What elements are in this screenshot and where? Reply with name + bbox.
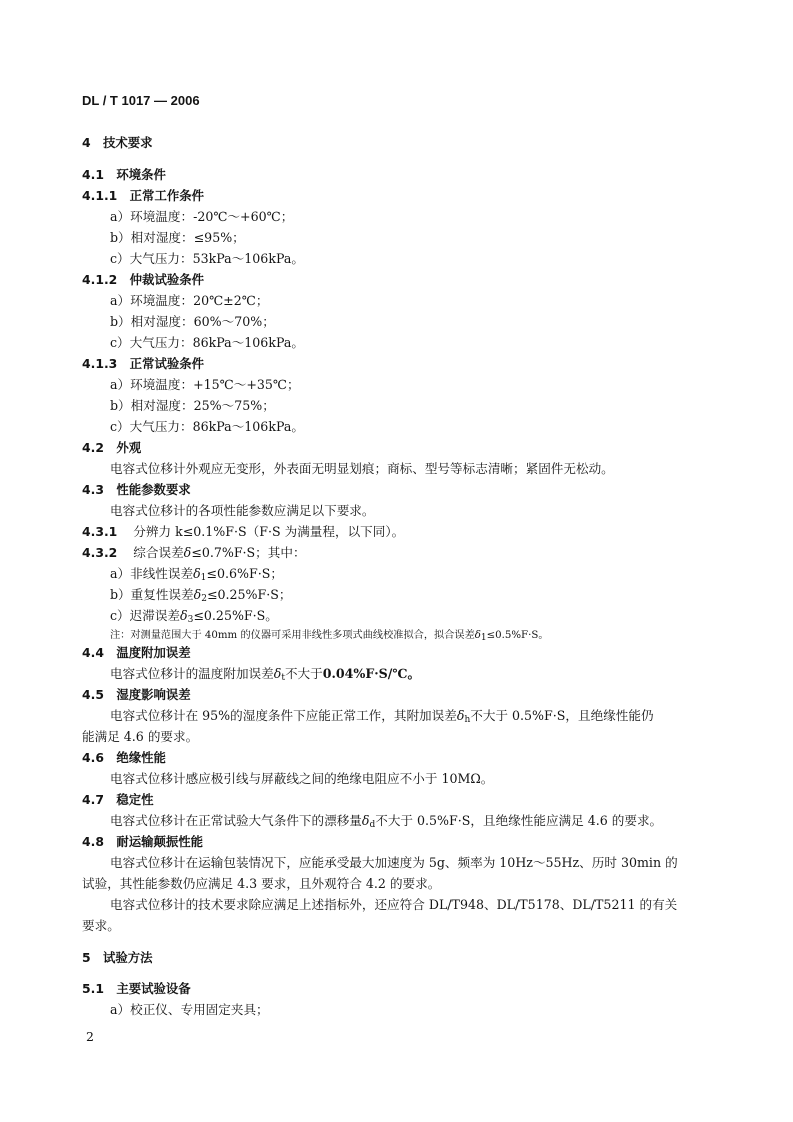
section-5-1-heading: 5.1 主要试验设备 <box>82 981 191 996</box>
note <box>110 628 549 644</box>
list-item: a）环境温度：20℃±2℃； <box>110 293 269 308</box>
section-4-6-heading: 4.6 绝缘性能 <box>82 750 166 765</box>
paragraph: 电容式位移计感应极引线与屏蔽线之间的绝缘电阻应不小于 10MΩ。 <box>110 771 494 786</box>
list-item: a）校正仪、专用固定夹具； <box>110 1002 269 1017</box>
subscript: 1 <box>200 573 207 583</box>
delta-symbol: δ <box>474 630 481 641</box>
clause-number: 4.3.2 <box>82 545 118 560</box>
paragraph-continuation: 要求。 <box>82 918 120 933</box>
section-4-1-heading: 4.1 环境条件 <box>82 167 166 182</box>
paragraph-text: 不大于 0.5%F·S，且绝缘性能仍 <box>470 708 654 723</box>
paragraph: 电容式位移计的各项性能参数应满足以下要求。 <box>110 503 375 518</box>
list-item <box>110 587 291 603</box>
paragraph-text: 不大于 <box>284 666 323 681</box>
clause-4-3-1 <box>82 524 404 540</box>
delta-symbol: δ <box>183 545 192 560</box>
clause-text: 综合误差 <box>133 545 184 560</box>
section-4-2-heading: 4.2 外观 <box>82 440 142 455</box>
paragraph-continuation: 试验，其性能参数仍应满足 4.3 要求，且外观符合 4.2 的要求。 <box>82 876 441 891</box>
paragraph: 电容式位移计在运输包装情况下，应能承受最大加速度为 5g、频率为 10Hz～55Hz、历时 30min 的 <box>110 855 678 870</box>
section-4-4-heading: 4.4 温度附加误差 <box>82 645 191 660</box>
clause-number: 4.3.1 <box>82 524 118 539</box>
paragraph: 电容式位移计的技术要求除应满足上述指标外，还应符合 DL/T948、DL/T5178、DL/T5211 的有关 <box>110 897 678 912</box>
section-5-heading: 5 试验方法 <box>82 950 153 965</box>
paragraph <box>110 708 654 724</box>
delta-symbol: δ <box>273 666 282 681</box>
list-item: b）相对湿度：≤95%； <box>110 230 245 245</box>
delta-symbol: δ <box>180 608 188 623</box>
subscript: 3 <box>187 615 194 625</box>
list-item: c）大气压力：53kPa～106kPa。 <box>110 251 304 266</box>
section-4-1-3-heading: 4.1.3 正常试验条件 <box>82 356 205 371</box>
subscript: h <box>464 715 471 725</box>
list-item <box>110 566 283 582</box>
item-text: ≤0.25%F·S； <box>206 587 292 602</box>
delta-symbol: δ <box>361 813 370 828</box>
list-item <box>110 608 278 624</box>
page-number: 2 <box>86 1029 94 1044</box>
section-4-5-heading: 4.5 湿度影响误差 <box>82 687 191 702</box>
paragraph: 电容式位移计外观应无变形，外表面无明显划痕；商标、型号等标志清晰；紧固件无松动。 <box>110 461 614 476</box>
section-4-1-1-heading: 4.1.1 正常工作条件 <box>82 188 205 203</box>
subscript: 2 <box>201 594 207 604</box>
subscript: t <box>281 673 285 683</box>
standard-code-header: DL / T 1017 — 2006 <box>82 93 200 108</box>
item-text: b）重复性误差 <box>110 587 194 602</box>
note-text: ≤0.5%F·S。 <box>486 630 549 641</box>
clause-text: 分辨力 k≤0.1%F·S（F·S 为满量程，以下同）。 <box>133 524 405 539</box>
section-4-8-heading: 4.8 耐运输颠振性能 <box>82 834 204 849</box>
clause-4-3-2 <box>82 545 306 561</box>
item-text: c）迟滞误差 <box>110 608 181 623</box>
list-item: c）大气压力：86kPa～106kPa。 <box>110 419 304 434</box>
paragraph <box>110 813 662 829</box>
delta-symbol: δ <box>193 587 202 602</box>
paragraph-text: 电容式位移计在正常试验大气条件下的漂移量 <box>110 813 362 828</box>
paragraph-text: 不大于 0.5%F·S，且绝缘性能应满足 4.6 的要求。 <box>375 813 663 828</box>
list-item: c）大气压力：86kPa～106kPa。 <box>110 335 304 350</box>
delta-symbol: δ <box>193 566 201 581</box>
list-item: a）环境温度：+15℃～+35℃； <box>110 377 300 392</box>
section-4-1-2-heading: 4.1.2 仲裁试验条件 <box>82 272 205 287</box>
section-4-3-heading: 4.3 性能参数要求 <box>82 482 191 497</box>
list-item: a）环境温度：-20℃～+60℃； <box>110 209 294 224</box>
subscript: d <box>369 820 376 830</box>
clause-text: ≤0.7%F·S；其中： <box>191 545 306 560</box>
note-text: 注：对测量范围大于 40mm 的仪器可采用非线性多项式曲线校准拟合，拟合误差 <box>110 630 475 641</box>
paragraph-text: 电容式位移计的温度附加误差 <box>110 666 274 681</box>
item-text: ≤0.25%F·S。 <box>193 608 278 623</box>
item-text: a）非线性误差 <box>110 566 194 581</box>
section-4-7-heading: 4.7 稳定性 <box>82 792 154 807</box>
paragraph-text-bold: 0.04%F·S/℃。 <box>322 666 421 681</box>
paragraph-text: 电容式位移计在 95%的湿度条件下应能正常工作，其附加误差 <box>110 708 457 723</box>
paragraph-continuation: 能满足 4.6 的要求。 <box>82 729 199 744</box>
item-text: ≤0.6%F·S； <box>206 566 283 581</box>
section-4-heading: 4 技术要求 <box>82 135 153 150</box>
subscript: 1 <box>480 633 487 643</box>
delta-symbol: δ <box>456 708 465 723</box>
list-item: b）相对湿度：60%～70%； <box>110 314 275 329</box>
paragraph <box>110 666 420 682</box>
list-item: b）相对湿度：25%～75%； <box>110 398 275 413</box>
